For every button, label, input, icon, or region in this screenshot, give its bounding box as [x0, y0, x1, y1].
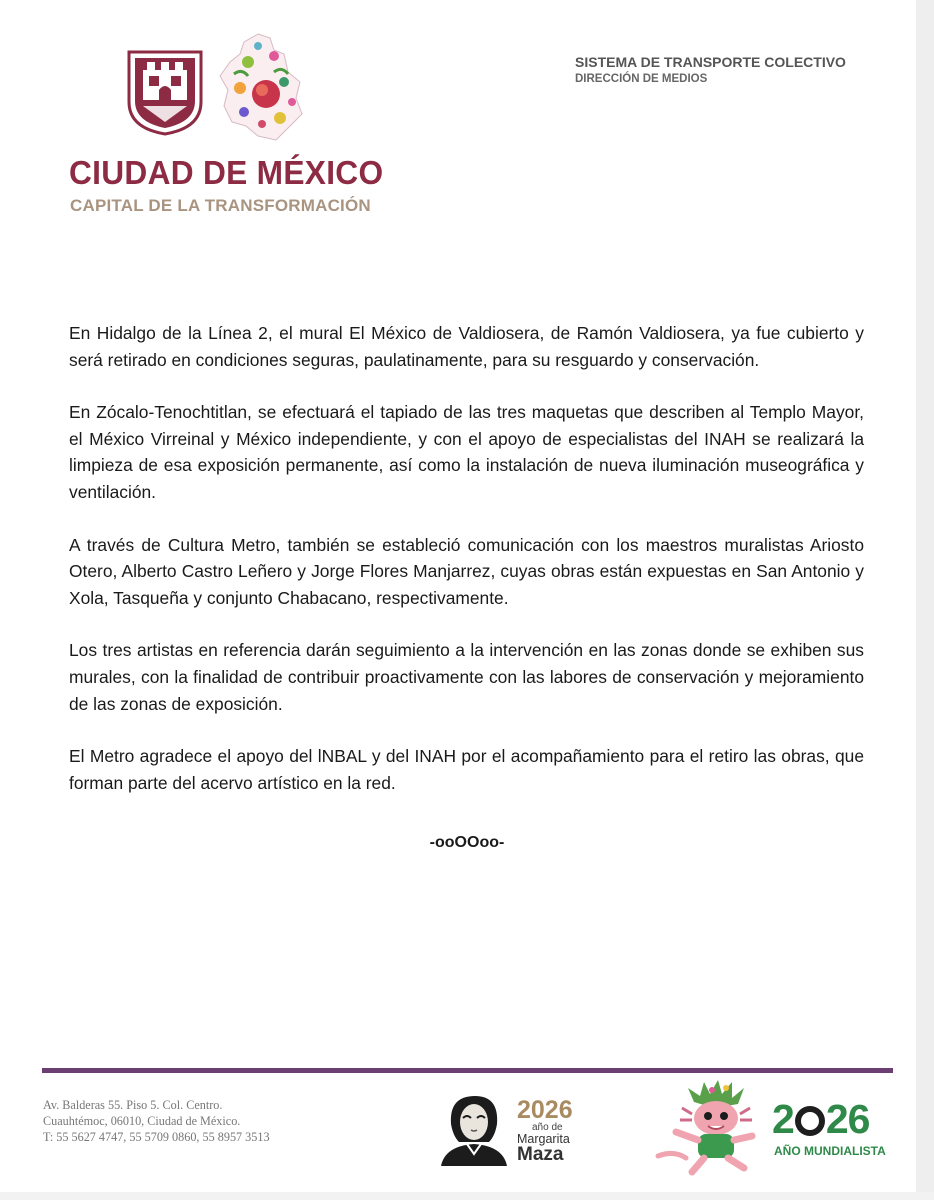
- organization-name: SISTEMA DE TRANSPORTE COLECTIVO: [575, 54, 846, 70]
- mundialista-year-left: 2: [772, 1096, 794, 1142]
- mundialista-year: [772, 1096, 869, 1143]
- closing-separator: -ooOOoo-: [429, 834, 505, 851]
- paragraph: A través de Cultura Metro, también se estableció comunicación con los maestros muralistas Ariosto Otero, Alberto Castro Leñero y Jorge Flores Manjarrez, cuyas obras están expuestas en San Antonio y Xola, Tasqueña y conjunto Chabacano, respectivamente.: [69, 534, 864, 608]
- mundialista-badge: [652, 1078, 897, 1178]
- paragraph: En Zócalo-Tenochtitlan, se efectuará el tapiado de las tres maquetas que describen al Templo Mayor, el México Virreinal y México independiente, y con el apoyo de especialistas del INAH se realizará la limpieza de esa exposición permanente, así como la instalación de nueva iluminación museográfica y ventilación.: [69, 402, 864, 502]
- mundialista-label: AÑO MUNDIALISTA: [774, 1144, 886, 1158]
- mundialista-year-right: 26: [825, 1096, 870, 1142]
- press-release-body: [69, 320, 864, 822]
- city-logo-subtitle: CAPITAL DE LA TRANSFORMACIÓN: [70, 196, 371, 215]
- margarita-line2: año de: [532, 1122, 563, 1133]
- cdmx-floral-map-icon: [218, 32, 304, 142]
- letterhead: [0, 0, 934, 230]
- page-bottom-strip: [0, 1192, 934, 1200]
- axolotl-mascot-icon: [652, 1078, 770, 1176]
- footer-divider: [42, 1068, 893, 1073]
- margarita-maza-badge: [437, 1090, 587, 1166]
- city-logo-title: CIUDAD DE MÉXICO: [69, 154, 384, 191]
- margarita-line4: Maza: [517, 1144, 564, 1165]
- paragraph: Los tres artistas en referencia darán seguimiento a la intervención en las zonas donde se exhiben sus murales, con la finalidad de contribuir proactivamente con las labores de conservación y mejoramiento de las zonas de exposición.: [69, 640, 864, 714]
- address-line: T: 55 5627 4747, 55 5709 0860, 55 8957 3513: [43, 1129, 270, 1144]
- footer-address: [43, 1098, 270, 1145]
- margarita-line3: Margarita: [517, 1132, 570, 1146]
- address-line: Cuauhtémoc, 06010, Ciudad de México.: [43, 1113, 241, 1128]
- address-line: Av. Balderas 55. Piso 5. Col. Centro.: [43, 1098, 223, 1112]
- department-name: DIRECCIÓN DE MEDIOS: [575, 73, 708, 85]
- margarita-year: 2026: [517, 1096, 573, 1124]
- paragraph: En Hidalgo de la Línea 2, el mural El México de Valdiosera, de Ramón Valdiosera, ya fue cubierto y será retirado en condiciones seguras, paulatinamente, para su resguardo y conservación.: [69, 323, 864, 370]
- paragraph: El Metro agradece el apoyo del lNBAL y del INAH por el acompañamiento para el retiro las obras, que forman parte del acervo artístico en la red.: [69, 746, 864, 793]
- city-coat-of-arms-icon: [125, 48, 205, 136]
- soccer-ball-icon: [795, 1106, 825, 1136]
- margarita-maza-portrait-icon: [437, 1090, 511, 1166]
